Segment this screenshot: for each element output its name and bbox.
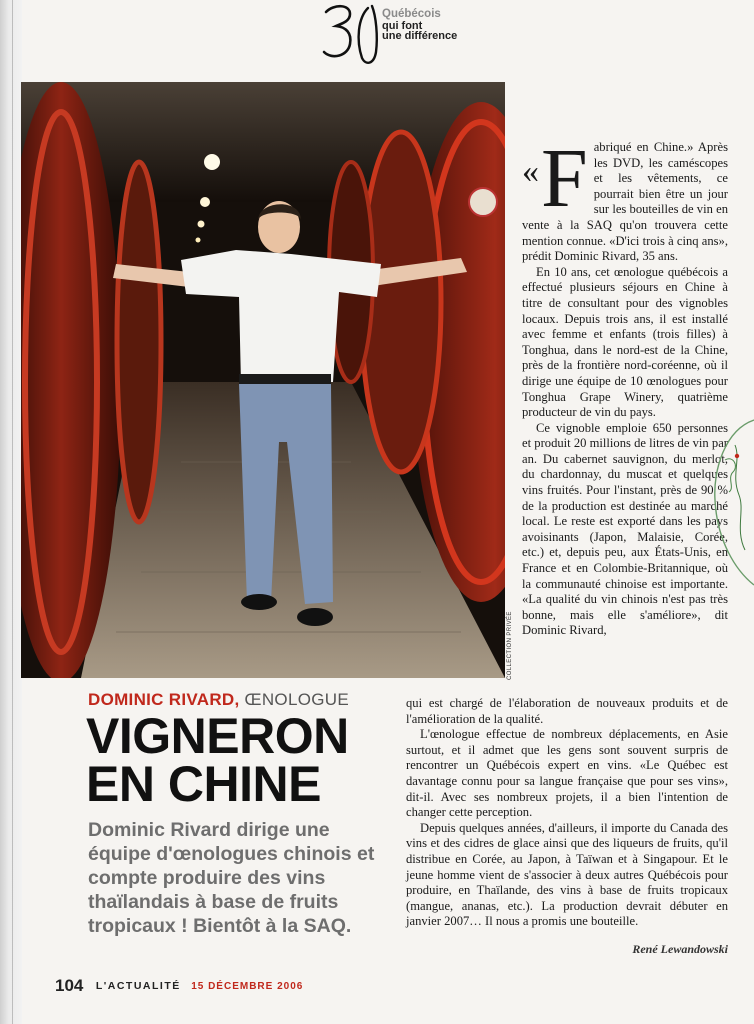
- article-column-right: [522, 132, 728, 639]
- article-column-bottom: [406, 696, 728, 930]
- logo-line-quebecois: Québécois: [382, 8, 441, 20]
- paragraph-1: abriqué en Chine.» Après les DVD, les caméscopes et les vêtements, ce pourrait bien être un jour sur les bouteilles de vin en vente à la SAQ qu'on trouvera cette mention connue. «D'ici trois à cinq ans», prédit Dominic Rivard, 35 ans.: [522, 140, 728, 264]
- headline-line-2: EN CHINE: [86, 756, 321, 812]
- section-logo: [320, 0, 460, 70]
- headline: [86, 708, 349, 812]
- opening-quote-mark: «: [522, 153, 539, 190]
- portrait-photo: [21, 82, 505, 678]
- paragraph-2: En 10 ans, cet œnologue québécois a effectué plusieurs séjours en Chine à titre de consultant pour des vignobles locaux. Depuis trois ans, il est installé avec femme et enfants (trois filles) à Tonghua, dans le nord-est de la Chine, près de la frontière nord-coréenne, où il dirige une équipe de 10 œnologues pour Tonghua Grape Winery, quatrième producteur de vin du pays.: [522, 264, 728, 420]
- issue-date: 15 DÉCEMBRE 2006: [191, 980, 304, 992]
- paragraph-3: Ce vignoble emploie 650 personnes et produit 20 millions de litres de vin par an. Du cabernet sauvignon, du merlot, du chardonnay, du muscat et quelques vins fruités. Pour l'instant, près de 90 % de la production est destinée au marché local. Le reste est exporté dans les pays avoisinants (Japon, Malaisie, Corée, etc.) et, depuis peu, aux États-Unis, en France et en Colombie-Britannique, où la communauté chinoise est importante. «La qualité du vin chinois n'est pas très bonne, mais elle s'améliore», dit Dominic Rivard,: [522, 420, 728, 638]
- page-footer: [55, 976, 303, 996]
- magazine-name: L'ACTUALITÉ: [95, 980, 181, 992]
- kicker: [88, 690, 349, 710]
- photo-credit: COLLECTION PRIVÉE: [507, 611, 513, 680]
- magazine-spine-shadow: [0, 0, 22, 1024]
- globe-map-icon: [705, 400, 754, 590]
- headline-line-1: VIGNERON: [86, 708, 349, 764]
- page-edge: [12, 0, 13, 1024]
- page-number: 104: [55, 976, 84, 995]
- logo-line-difference: une différence: [382, 30, 458, 42]
- kicker-name: DOMINIC RIVARD,: [88, 690, 240, 709]
- deck-summary: Dominic Rivard dirige une équipe d'œnologues chinois et compte produire des vins thaïlandais à base de fruits tropicaux ! Bientôt à la SAQ.: [88, 819, 375, 937]
- paragraph-6: Depuis quelques années, d'ailleurs, il importe du Canada des vins et des cidres de glace ainsi que des liqueurs de fruits, qu'il distribue en Corée, au Japon, à Taïwan et à Singapour. Et le jeune homme vient de s'associer à deux autres Québécois pour produire, en Thaïlande, des vins à base de fruits tropicaux (mangue, ananas, etc.). La production devrait débuter en janvier 2007… Il nous a promis une bouteille.: [406, 820, 728, 929]
- drop-cap: F: [541, 132, 588, 225]
- kicker-role: ŒNOLOGUE: [244, 690, 349, 709]
- paragraph-5: L'œnologue effectue de nombreux déplacements, en Asie surtout, et il admet que les gens sont souvent surpris de rencontrer un Québécois expert en vins. «Le Québec est davantage connu pour sa langue française que pour ses vins», dit-il. Avec ses nombreux projets, il a bien l'intention de changer cette perception.: [406, 727, 728, 820]
- byline: René Lewandowski: [632, 942, 728, 956]
- logo-30-mark-icon: [320, 0, 390, 70]
- paragraph-4: qui est chargé de l'élaboration de nouveaux produits et de l'amélioration de la qualité.: [406, 696, 728, 726]
- logo-line-qui-font: qui font: [382, 20, 423, 32]
